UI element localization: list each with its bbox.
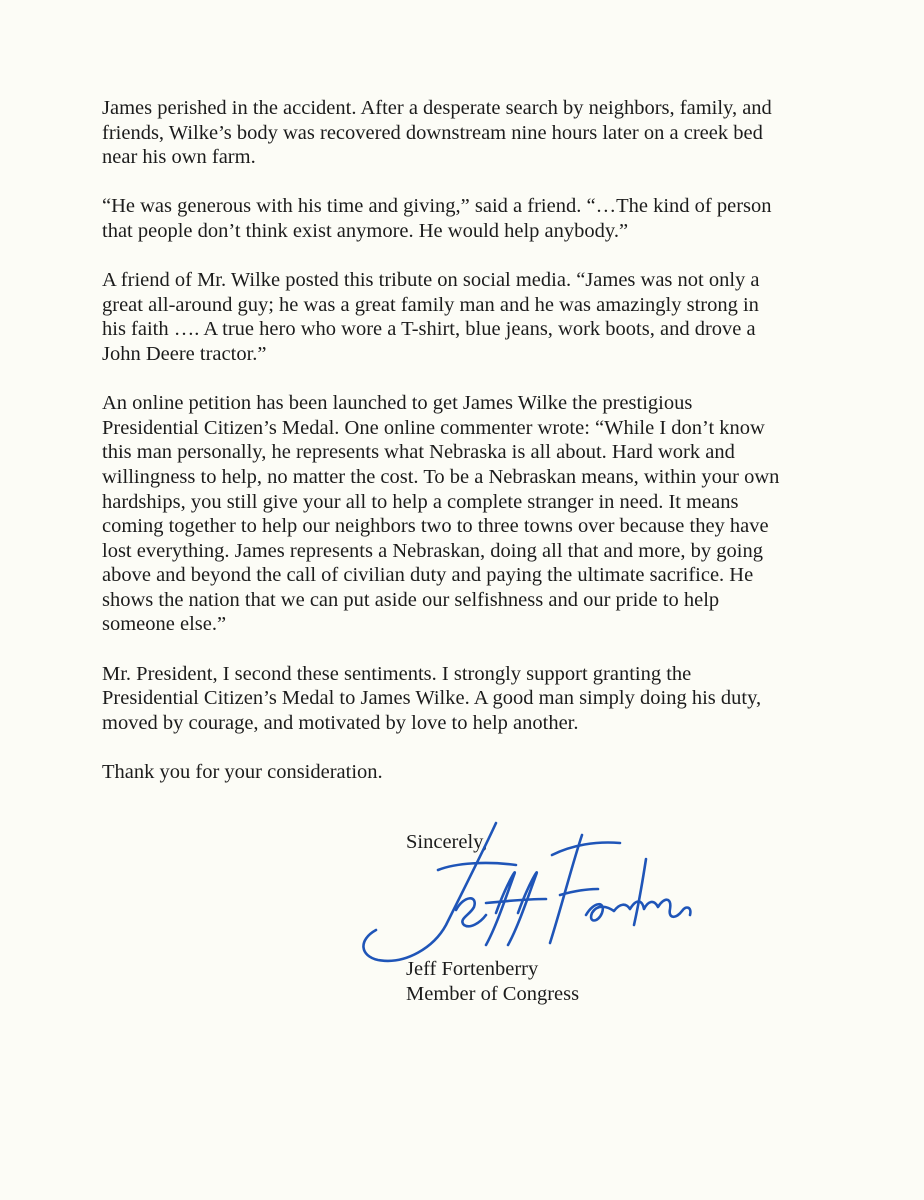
closing-salutation: Sincerely, [406,831,488,853]
paragraph-accident: James perished in the accident. After a desperate search by neighbors, family, and friends, Wilke’s body was recovered downstream nine hours later on a creek bed near his own farm. [102,97,772,169]
paragraph-petition: An online petition has been launched to get James Wilke the prestigious Presidential Citizen’s Medal. One online commenter wrote: “While I don’t know this man personally, he represents what Nebraska is all about. Hard work and willingness to help, no matter the cost. To be a Nebraskan means, within your own hardships, you still give your all to help a complete stranger in need. It means coming together to help our neighbors two to three towns over because they have lost everything. James represents a Nebraskan, doing all that and more, by going above and beyond the call of civilian duty and paying the ultimate sacrifice. He shows the nation that we can put aside our selfishness and our pride to help someone else.” [102,392,780,636]
letter-body [102,96,842,809]
paragraph-social-media-tribute: A friend of Mr. Wilke posted this tribute on social media. “James was not only a great all-around guy; he was a great family man and he was amazingly strong in his faith …. A true hero who wore a T-shirt, blue jeans, work boots, and drove a John Deere tractor.” [102,269,760,365]
paragraph-friend-quote: “He was generous with his time and giving,” said a friend. “…The kind of person that people don’t think exist anymore. He would help anybody.” [102,195,772,242]
paragraph-support: Mr. President, I second these sentiments. I strongly support granting the Presidential Citizen’s Medal to James Wilke. A good man simply doing his duty, moved by courage, and motivated by love to help another. [102,662,762,734]
paragraph-thanks: Thank you for your consideration. [102,761,383,784]
signer-title: Member of Congress [406,983,580,1005]
handwritten-signature [346,815,706,975]
signer-name: Jeff Fortenberry [406,958,539,980]
